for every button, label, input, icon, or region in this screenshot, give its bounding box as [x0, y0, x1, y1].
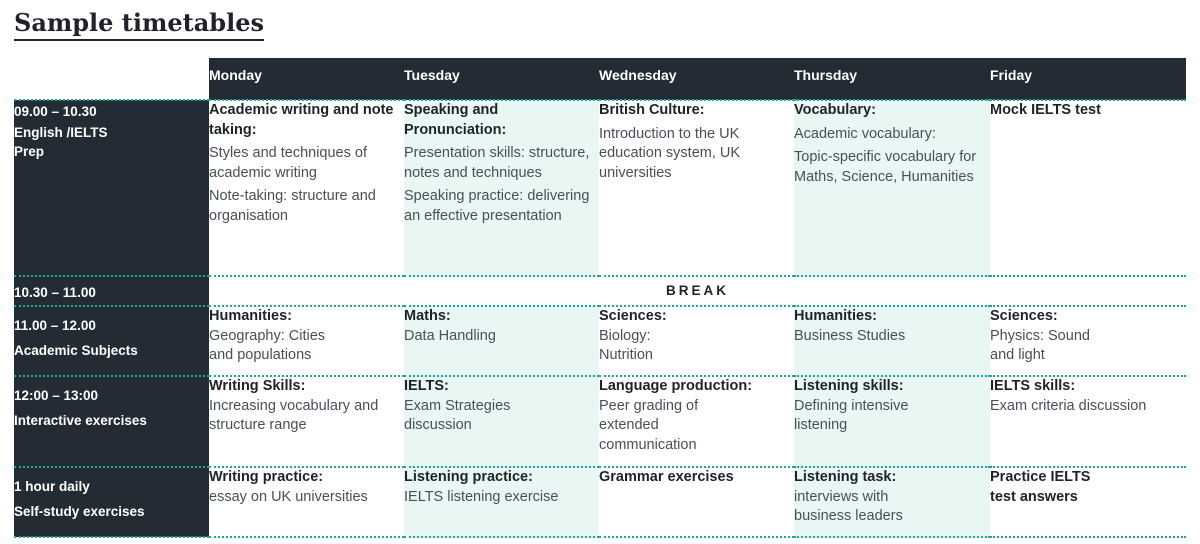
cell-friday — [990, 100, 1186, 276]
table-row — [14, 376, 1186, 467]
cell-heading: Maths: — [404, 308, 451, 324]
cell-line: essay on UK universities — [209, 488, 368, 505]
row-time: 12:00 – 13:00 — [14, 388, 99, 403]
cell-monday — [209, 376, 404, 467]
timetable — [14, 58, 1186, 538]
day-header-thursday: Thursday — [794, 58, 990, 100]
cell-friday — [990, 376, 1186, 467]
cell-line: interviews with business leaders — [794, 488, 903, 524]
cell-monday — [209, 100, 404, 276]
cell-heading: Sciences: — [990, 308, 1058, 324]
cell-line: Business Studies — [794, 327, 906, 344]
table-row — [14, 467, 1186, 537]
cell-heading: Humanities: — [794, 308, 877, 324]
day-header-monday: Monday — [209, 58, 404, 100]
row-subject: English /IELTS Prep — [14, 125, 108, 159]
cell-heading: Listening skills: — [794, 378, 904, 394]
row-subject: Interactive exercises — [14, 413, 147, 428]
corner-cell — [14, 58, 209, 100]
row-label — [14, 306, 209, 376]
row-time: 1 hour daily — [14, 479, 90, 494]
cell-monday — [209, 306, 404, 376]
break-cell: BREAK — [209, 276, 1186, 306]
cell-tuesday — [404, 100, 599, 276]
cell-heading: Sciences: — [599, 308, 667, 324]
cell-line: Geography: Cities and populations — [209, 327, 326, 363]
cell-monday — [209, 467, 404, 537]
cell-tuesday — [404, 376, 599, 467]
cell-heading: Practice IELTS test answers — [990, 469, 1091, 505]
cell-line: Introduction to the UK education system, UK universities — [599, 125, 741, 181]
day-header-friday: Friday — [990, 58, 1186, 100]
cell-heading: Vocabulary: — [794, 102, 876, 118]
row-subject: Self-study exercises — [14, 504, 145, 519]
table-row — [14, 276, 1186, 306]
cell-heading: IELTS: — [404, 378, 449, 394]
cell-thursday — [794, 306, 990, 376]
cell-heading: Grammar exercises — [599, 469, 734, 485]
cell-line: Exam criteria discussion — [990, 397, 1147, 414]
cell-tuesday — [404, 306, 599, 376]
cell-line: Peer grading of extended communication — [599, 397, 699, 453]
cell-heading: Writing Skills: — [209, 378, 306, 394]
cell-heading: IELTS skills: — [990, 378, 1076, 394]
cell-line: Academic vocabulary: — [794, 125, 936, 142]
row-label — [14, 100, 209, 276]
cell-heading: Mock IELTS test — [990, 102, 1101, 118]
cell-wednesday — [599, 376, 794, 467]
cell-line: Presentation skills: structure, notes and techniques — [404, 145, 590, 181]
day-header-wednesday: Wednesday — [599, 58, 794, 100]
cell-thursday — [794, 467, 990, 537]
cell-line: Styles and techniques of academic writing — [209, 145, 367, 181]
row-time: 09.00 – 10.30 — [14, 104, 97, 119]
cell-line: Defining intensive listening — [794, 397, 909, 433]
cell-heading: Listening task: — [794, 469, 897, 485]
cell-line: Biology: Nutrition — [599, 327, 653, 363]
cell-friday — [990, 467, 1186, 537]
cell-line: Physics: Sound and light — [990, 327, 1090, 363]
cell-tuesday — [404, 467, 599, 537]
row-label — [14, 376, 209, 467]
cell-thursday — [794, 100, 990, 276]
row-label — [14, 467, 209, 537]
cell-heading: British Culture: — [599, 102, 705, 118]
cell-heading: Humanities: — [209, 308, 292, 324]
cell-line: IELTS listening exercise — [404, 488, 559, 505]
row-label — [14, 276, 209, 306]
cell-heading: Listening practice: — [404, 469, 533, 485]
cell-heading: Academic writing and note taking: — [209, 102, 394, 138]
cell-friday — [990, 306, 1186, 376]
table-row — [14, 306, 1186, 376]
row-subject: Academic Subjects — [14, 343, 138, 358]
cell-heading: Language production: — [599, 378, 753, 394]
cell-line: Data Handling — [404, 327, 496, 344]
cell-line: Exam Strategies discussion — [404, 397, 511, 433]
cell-line: Note-taking: structure and organisation — [209, 188, 376, 224]
cell-line: Speaking practice: delivering an effective presentation — [404, 188, 590, 224]
cell-heading: Writing practice: — [209, 469, 324, 485]
cell-wednesday — [599, 100, 794, 276]
cell-wednesday — [599, 306, 794, 376]
cell-line: Topic-specific vocabulary for Maths, Science, Humanities — [794, 149, 977, 185]
row-time: 10.30 – 11.00 — [14, 285, 96, 300]
day-header-tuesday: Tuesday — [404, 58, 599, 100]
cell-wednesday — [599, 467, 794, 537]
row-time: 11.00 – 12.00 — [14, 318, 96, 333]
page-title: Sample timetables — [14, 8, 264, 41]
cell-line: Increasing vocabulary and structure range — [209, 397, 379, 433]
table-row — [14, 100, 1186, 276]
cell-thursday — [794, 376, 990, 467]
cell-heading: Speaking and Pronunciation: — [404, 102, 507, 138]
